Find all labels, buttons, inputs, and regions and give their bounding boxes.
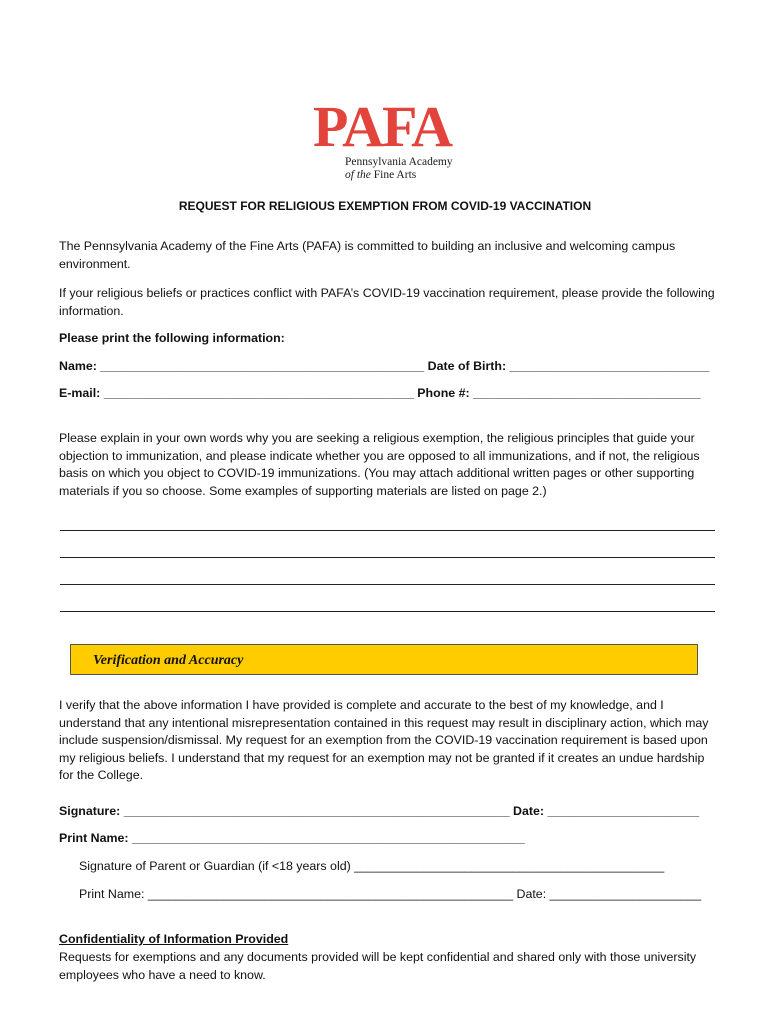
email-phone-field[interactable]: E-mail: _____________________________________________ Phone #: _________________________________ xyxy=(59,386,701,400)
name-dob-field[interactable]: Name: _______________________________________________ Date of Birth: _____________________________ xyxy=(59,359,710,373)
signature-field[interactable]: Signature: ________________________________________________________ Date: ______________________ xyxy=(59,804,700,818)
explanation-instructions: Please explain in your own words why you are seeking a religious exemption, the religious principles that guide your objection to immunization, and please indicate whether you are opposed to all immunizations, and if not, the religious basis on which you object to COVID-19 immunizations. (You may attach additional written pages or other supporting materials if you so choose. Some examples of supporting materials are listed on page 2.) xyxy=(59,431,700,498)
verification-text: I verify that the above information I have provided is complete and accurate to the best of my knowledge, and I understand that any intentional misrepresentation contained in this request may result in disciplinary action, which may include suspension/dismissal. My request for an exemption from the COVID-19 vaccination requirement is based upon my religious beliefs. I understand that my request for an exemption may not be granted if it creates an undue hardship for the College. xyxy=(59,698,709,783)
print-info-heading: Please print the following information: xyxy=(59,331,285,345)
document-title: REQUEST FOR RELIGIOUS EXEMPTION FROM COVID-19 VACCINATION xyxy=(178,199,592,213)
verification-banner xyxy=(70,644,698,675)
logo-subtitle-line1: Pennsylvania Academy xyxy=(345,156,453,168)
parent-signature-field[interactable]: Signature of Parent or Guardian (if <18 years old) _____________________________________________ xyxy=(79,859,665,873)
explanation-line-1[interactable] xyxy=(60,530,715,531)
explanation-line-4[interactable] xyxy=(60,611,715,612)
logo-subtitle-italic: of the xyxy=(345,169,371,181)
pafa-logo xyxy=(313,94,483,186)
logo-subtitle-line2 xyxy=(345,169,483,182)
explanation-line-2[interactable] xyxy=(60,557,715,558)
parent-print-name-field[interactable]: Print Name: _____________________________________________________ Date: ______________________ xyxy=(79,887,702,901)
intro-paragraph-2: If your religious beliefs or practices conflict with PAFA’s COVID-19 vaccination requirement, please provide the following information. xyxy=(59,286,715,318)
logo-wordmark: PAFA xyxy=(313,94,452,159)
logo-subtitle-rest: Fine Arts xyxy=(373,169,417,181)
confidentiality-heading: Confidentiality of Information Provided xyxy=(59,932,289,946)
verification-heading: Verification and Accuracy xyxy=(93,653,244,668)
explanation-line-3[interactable] xyxy=(60,584,715,585)
intro-paragraph-1: The Pennsylvania Academy of the Fine Arts (PAFA) is committed to building an inclusive and welcoming campus environment. xyxy=(59,239,676,271)
confidentiality-text: Requests for exemptions and any documents provided will be kept confidential and shared only with those university employees who have a need to know. xyxy=(59,950,697,982)
print-name-field[interactable]: Print Name: _________________________________________________________ xyxy=(59,831,525,845)
